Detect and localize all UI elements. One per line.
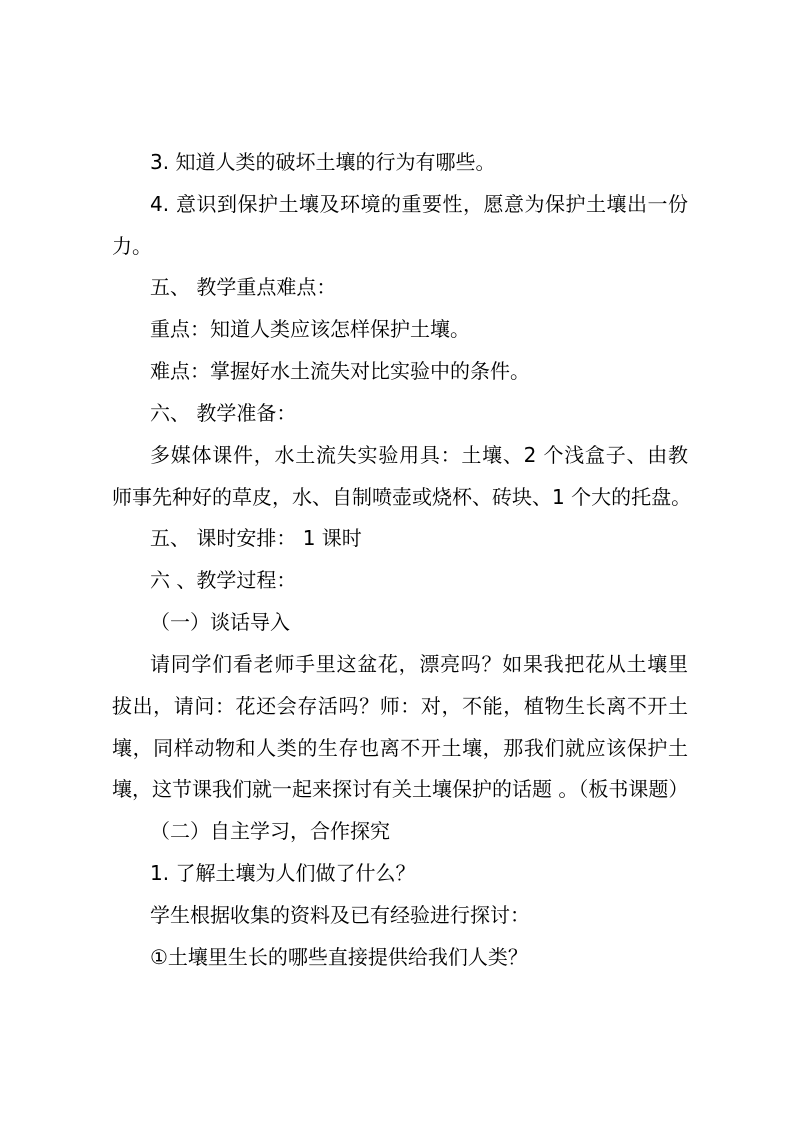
objective-4-line-1: 4. 意识到保护土壤及环境的重要性，愿意为保护土壤出一份: [150, 192, 688, 216]
subsection-introduction: （一）谈话导入: [150, 610, 290, 634]
exploration-question-1: ①土壤里生长的哪些直接提供给我们人类？: [150, 945, 528, 969]
section-heading-key-points: 五、 教学重点难点：: [150, 275, 337, 299]
key-point: 重点：知道人类应该怎样保护土壤。: [150, 317, 470, 341]
introduction-paragraph-line-1: 请同学们看老师手里这盆花，漂亮吗？如果我把花从土壤里: [150, 652, 688, 676]
objective-4-line-2: 力。: [112, 234, 152, 258]
section-heading-schedule: 五、 课时安排： 1 课时: [150, 526, 362, 550]
preparation-line-2: 师事先种好的草皮，水、自制喷壶或烧杯、砖块、1 个大的托盘。: [112, 485, 692, 509]
introduction-paragraph-line-2: 拔出，请问：花还会存活吗？师：对，不能，植物生长离不开土: [112, 694, 688, 718]
preparation-line-1: 多媒体课件，水土流失实验用具：土壤、2 个浅盒子、由教: [150, 443, 688, 467]
section-heading-process: 六 、教学过程：: [150, 568, 297, 592]
subsection-exploration: （二）自主学习，合作探究: [150, 819, 390, 843]
exploration-instruction: 学生根据收集的资料及已有经验进行探讨：: [150, 903, 530, 927]
difficult-point: 难点：掌握好水土流失对比实验中的条件。: [150, 359, 530, 383]
objective-3: 3. 知道人类的破坏土壤的行为有哪些。: [150, 150, 496, 174]
exploration-item-1: 1. 了解土壤为人们做了什么？: [150, 861, 416, 885]
section-heading-preparation: 六、 教学准备：: [150, 401, 297, 425]
introduction-paragraph-line-4: 壤，这节课我们就一起来探讨有关土壤保护的话题 。（板书课题）: [112, 777, 689, 801]
introduction-paragraph-line-3: 壤，同样动物和人类的生存也离不开土壤，那我们就应该保护土: [112, 736, 688, 760]
